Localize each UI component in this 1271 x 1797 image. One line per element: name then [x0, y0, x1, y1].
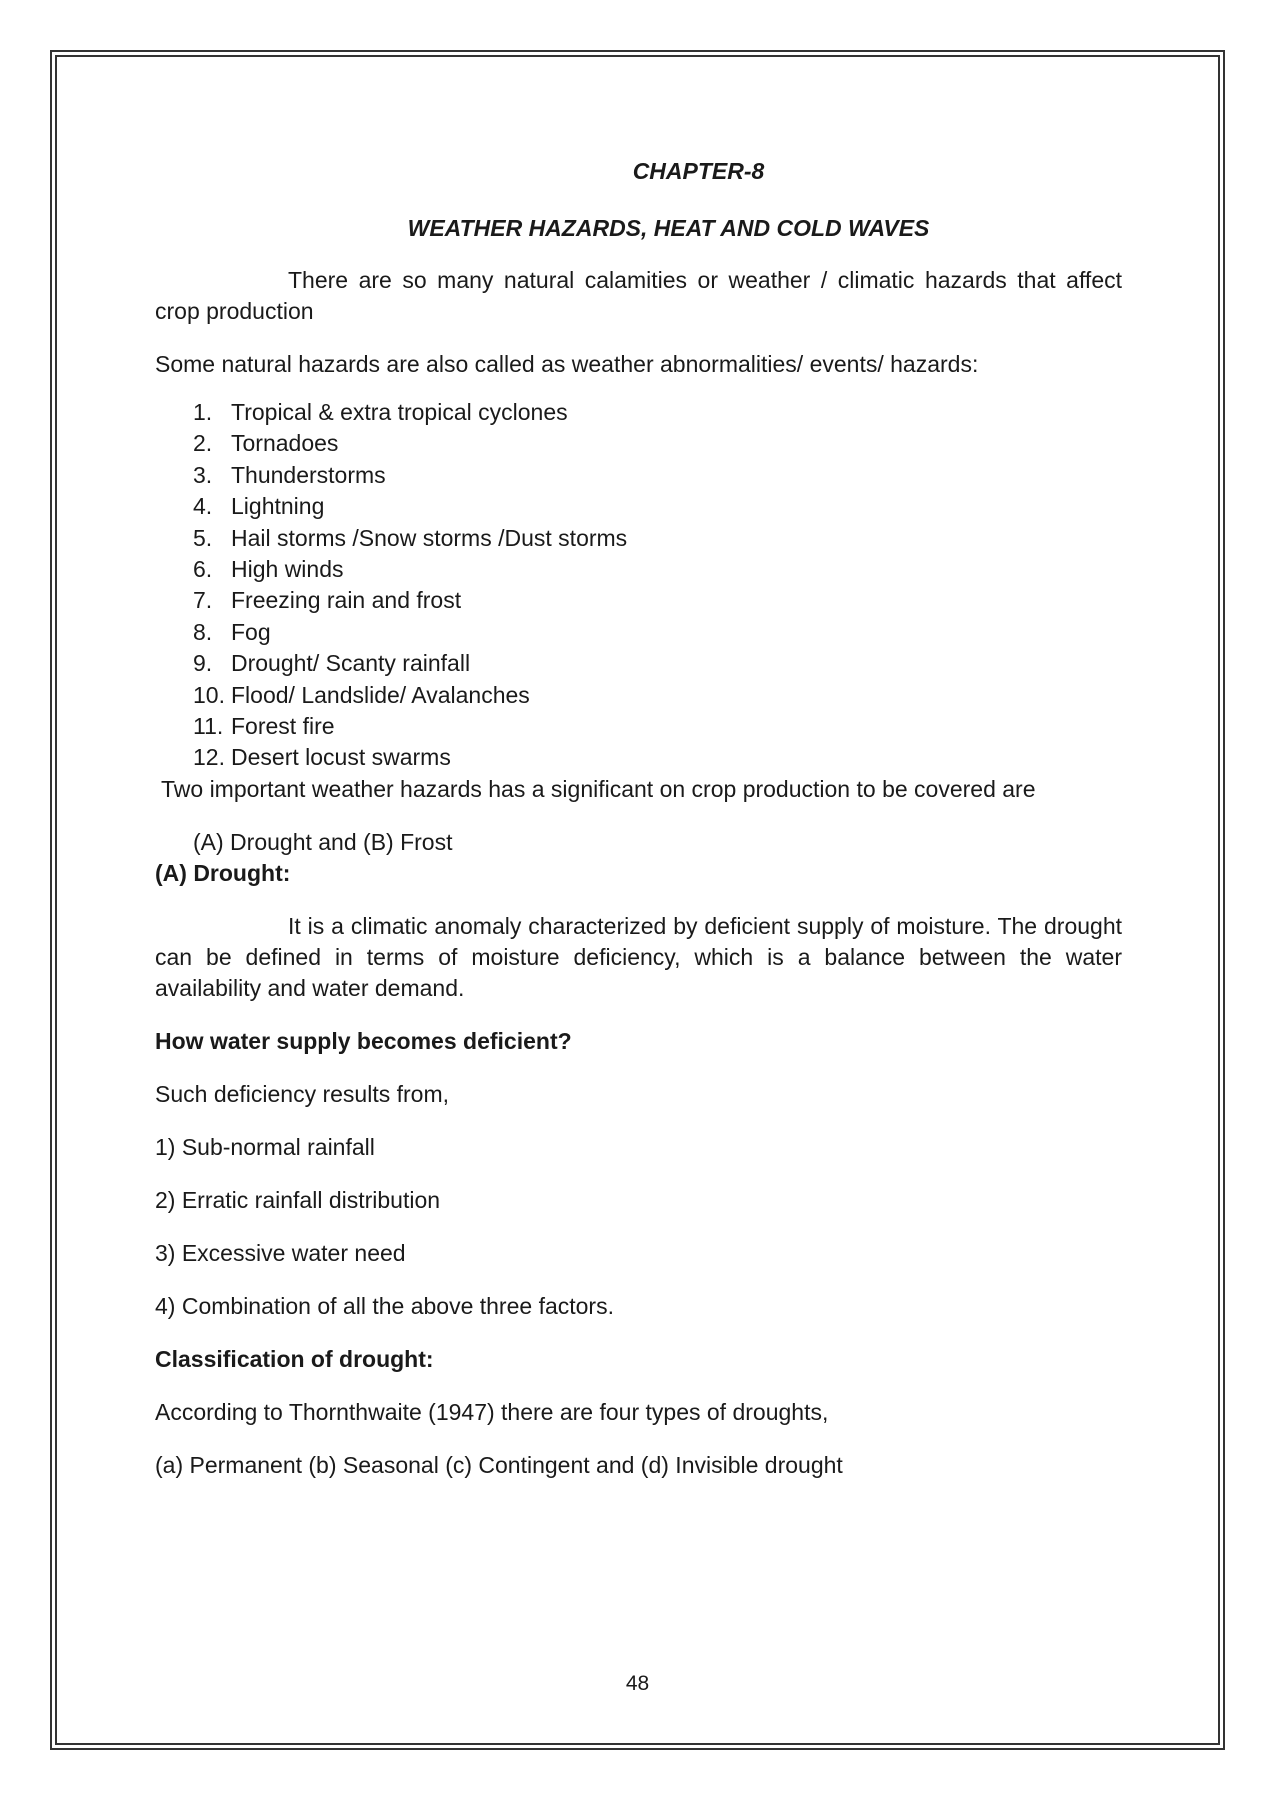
list-item-text: Fog	[231, 618, 271, 645]
drought-heading: (A) Drought:	[155, 859, 291, 886]
page-number: 48	[625, 1672, 650, 1695]
list-item-number: 6.	[193, 555, 213, 582]
list-item	[193, 460, 1122, 491]
hazard-options: (A) Drought and (B) Frost	[193, 828, 453, 855]
list-item-text: Hail storms /Snow storms /Dust storms	[231, 524, 628, 551]
list-item-text: Desert locust swarms	[231, 744, 451, 771]
important-hazards-note: Two important weather hazards has a significant on crop production to be covered are	[161, 775, 1036, 802]
list-item-number: 5.	[193, 524, 213, 551]
list-item-number: 4.	[193, 493, 213, 520]
factor-item: 3) Excessive water need	[155, 1239, 406, 1266]
list-item-text: Thunderstorms	[231, 461, 386, 488]
list-item	[193, 585, 1122, 616]
list-item-text: Flood/ Landslide/ Avalanches	[231, 681, 530, 708]
classification-heading: Classification of drought:	[155, 1345, 434, 1372]
list-item	[193, 397, 1122, 428]
list-item	[193, 680, 1122, 711]
page-title: WEATHER HAZARDS, HEAT AND COLD WAVES	[407, 215, 930, 241]
hazards-list	[155, 397, 1122, 774]
chapter-label: CHAPTER-8	[632, 158, 765, 184]
deficiency-question: How water supply becomes deficient?	[155, 1027, 572, 1054]
list-item-text: Tornadoes	[231, 430, 339, 457]
list-item-number: 12.	[193, 744, 225, 771]
list-item-text: Lightning	[231, 493, 325, 520]
list-item	[193, 742, 1122, 773]
classification-text: According to Thornthwaite (1947) there are four types of droughts,	[155, 1398, 829, 1425]
list-item-number: 1.	[193, 399, 213, 425]
list-item-number: 9.	[193, 650, 213, 677]
list-item	[193, 554, 1122, 585]
list-item-number: 7.	[193, 587, 213, 614]
list-item	[193, 523, 1122, 554]
list-item	[193, 711, 1122, 742]
intro-paragraph: There are so many natural calamities or weather / climatic hazards that affect crop production	[155, 267, 1122, 324]
list-item-number: 8.	[193, 618, 213, 645]
drought-types: (a) Permanent (b) Seasonal (c) Contingent and (d) Invisible drought	[155, 1451, 843, 1478]
list-item-text: Forest fire	[231, 712, 335, 739]
list-item-text: High winds	[231, 555, 344, 582]
list-item-number: 10.	[193, 681, 225, 708]
list-item-number: 2.	[193, 430, 213, 457]
list-item	[193, 617, 1122, 648]
list-item-number: 3.	[193, 461, 213, 488]
list-item-number: 11.	[193, 712, 224, 739]
list-item	[193, 491, 1122, 522]
list-item	[193, 648, 1122, 679]
list-item-text: Freezing rain and frost	[231, 587, 462, 614]
factor-item: 1) Sub-normal rainfall	[155, 1133, 375, 1160]
factor-item: 2) Erratic rainfall distribution	[155, 1186, 441, 1213]
list-item-text: Tropical & extra tropical cyclones	[231, 399, 568, 425]
list-item	[193, 428, 1122, 459]
page-content	[155, 150, 1122, 1481]
hazards-intro: Some natural hazards are also called as weather abnormalities/ events/ hazards:	[155, 351, 979, 377]
factor-item: 4) Combination of all the above three factors.	[155, 1292, 614, 1319]
list-item-text: Drought/ Scanty rainfall	[231, 650, 471, 677]
drought-definition: It is a climatic anomaly characterized by deficient supply of moisture. The drought can be defined in terms of moisture deficiency, which is a balance between the water availability and water demand.	[155, 912, 1122, 1001]
deficiency-intro: Such deficiency results from,	[155, 1080, 450, 1107]
